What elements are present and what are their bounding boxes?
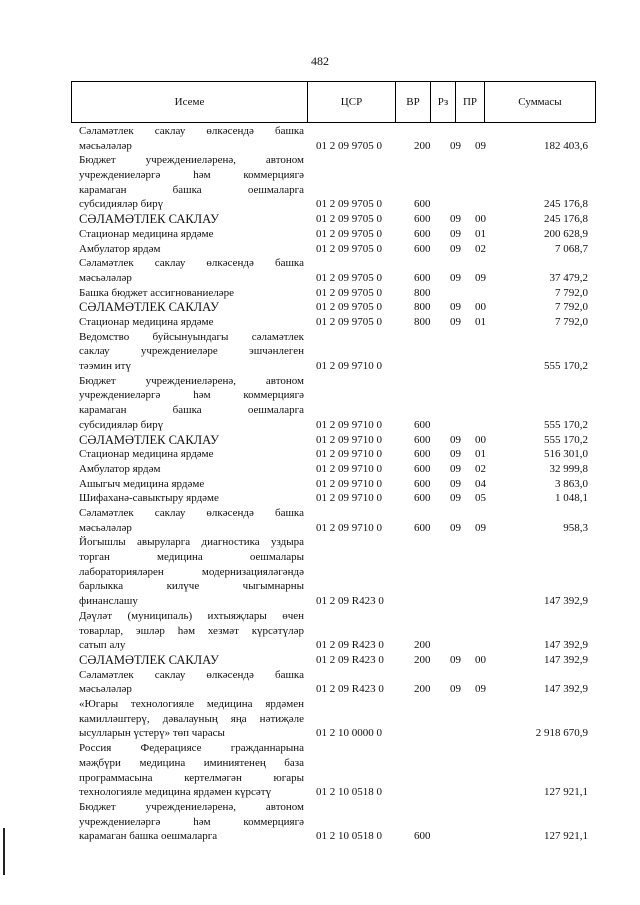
row-pr: 01 bbox=[475, 448, 486, 461]
row-csr: 01 2 09 9710 0 bbox=[316, 477, 382, 490]
row-vr: 800 bbox=[414, 301, 431, 314]
table-row bbox=[0, 212, 640, 227]
header-name: Исеме bbox=[72, 82, 308, 123]
row-rz: 09 bbox=[450, 139, 461, 152]
table-row bbox=[0, 300, 640, 315]
row-pr: 09 bbox=[475, 271, 486, 284]
row-name-line: карамаган башка оешмаларга bbox=[79, 404, 304, 417]
row-name-line: Россия Федерациясе гражданнарына bbox=[79, 742, 304, 755]
row-name bbox=[79, 330, 304, 374]
budget-table-body bbox=[0, 124, 640, 844]
row-name-line: СӘЛАМӘТЛЕК САКЛАУ bbox=[79, 653, 219, 668]
row-name-line: Сәламәтлек саклау өлкәсендә башка bbox=[79, 668, 304, 681]
row-name-line: ысулларын үстерү» төп чарасы bbox=[79, 727, 225, 740]
row-vr: 600 bbox=[414, 492, 431, 505]
table-row bbox=[0, 433, 640, 448]
row-sum: 555 170,2 bbox=[544, 433, 588, 446]
row-csr: 01 2 10 0518 0 bbox=[316, 786, 382, 799]
row-pr: 04 bbox=[475, 477, 486, 490]
row-name-line: технологияле медицина ярдәмен күрсәтү bbox=[79, 786, 272, 799]
row-sum: 32 999,8 bbox=[549, 462, 588, 475]
row-name-line: учреждениеләргә һәм коммерциягә bbox=[79, 169, 304, 182]
row-vr: 600 bbox=[414, 462, 431, 475]
row-sum: 37 479,2 bbox=[549, 271, 588, 284]
row-name-line: Ведомство буйсынуындагы сәламәтлек bbox=[79, 330, 304, 343]
row-name-line: СӘЛАМӘТЛЕК САКЛАУ bbox=[79, 432, 219, 447]
row-vr: 600 bbox=[414, 448, 431, 461]
row-vr: 600 bbox=[414, 198, 431, 211]
row-csr: 01 2 09 9705 0 bbox=[316, 301, 382, 314]
row-name-line: субсидияләр бирү bbox=[79, 198, 164, 211]
row-rz: 09 bbox=[450, 433, 461, 446]
row-name-line: Бюджет учреждениеләренә, автоном bbox=[79, 800, 304, 813]
row-csr: 01 2 09 9705 0 bbox=[316, 286, 382, 299]
row-rz: 09 bbox=[450, 683, 461, 696]
row-name-line: Шифаханә-савыктыру ярдәме bbox=[79, 492, 219, 505]
row-name bbox=[79, 374, 304, 433]
row-csr: 01 2 09 R423 0 bbox=[316, 654, 384, 666]
row-vr: 600 bbox=[414, 242, 431, 255]
table-row bbox=[0, 653, 640, 668]
row-sum: 147 392,9 bbox=[544, 639, 588, 652]
row-csr: 01 2 09 9710 0 bbox=[316, 448, 382, 461]
row-csr: 01 2 10 0518 0 bbox=[316, 830, 382, 843]
row-name bbox=[79, 212, 304, 227]
row-name-line: Амбулатор ярдәм bbox=[79, 462, 161, 475]
row-sum: 200 628,9 bbox=[544, 227, 588, 240]
table-row bbox=[0, 227, 640, 242]
row-rz: 09 bbox=[450, 492, 461, 505]
row-csr: 01 2 09 9705 0 bbox=[316, 227, 382, 240]
row-name-line: мәҗбүри медицина иминиятенең база bbox=[79, 756, 304, 769]
row-vr: 200 bbox=[414, 639, 431, 652]
row-name bbox=[79, 800, 304, 844]
row-vr: 600 bbox=[414, 418, 431, 431]
row-vr: 600 bbox=[414, 477, 431, 490]
row-vr: 600 bbox=[414, 830, 431, 843]
row-csr: 01 2 09 R423 0 bbox=[316, 595, 384, 608]
table-row bbox=[0, 242, 640, 257]
table-row bbox=[0, 535, 640, 609]
row-name bbox=[79, 300, 304, 315]
table-row bbox=[0, 697, 640, 741]
row-csr: 01 2 09 9705 0 bbox=[316, 139, 382, 152]
table-row bbox=[0, 153, 640, 212]
row-vr: 600 bbox=[414, 227, 431, 240]
row-rz: 09 bbox=[450, 227, 461, 240]
row-vr: 600 bbox=[414, 213, 431, 226]
row-pr: 02 bbox=[475, 462, 486, 475]
row-csr: 01 2 09 9705 0 bbox=[316, 198, 382, 211]
row-csr: 01 2 09 9710 0 bbox=[316, 418, 382, 431]
row-name bbox=[79, 697, 304, 741]
row-vr: 200 bbox=[414, 683, 431, 696]
row-name bbox=[79, 653, 304, 668]
row-name-line: Стационар медицина ярдәме bbox=[79, 448, 214, 461]
row-name-line: Дәүләт (муниципаль) ихтыяҗлары өчен bbox=[79, 609, 304, 622]
row-sum: 127 921,1 bbox=[544, 786, 588, 799]
row-pr: 00 bbox=[475, 213, 486, 226]
header-pr: ПР bbox=[456, 82, 485, 123]
header-vr: ВР bbox=[396, 82, 431, 123]
row-pr: 00 bbox=[475, 301, 486, 314]
row-name-line: Сәламәтлек саклау өлкәсендә башка bbox=[79, 257, 304, 270]
row-pr: 09 bbox=[475, 521, 486, 534]
row-name-line: мәсьәләләр bbox=[79, 271, 132, 284]
row-vr: 600 bbox=[414, 271, 431, 284]
row-pr: 09 bbox=[475, 683, 486, 696]
row-sum: 7 792,0 bbox=[555, 286, 588, 299]
row-sum: 7 792,0 bbox=[555, 301, 588, 314]
row-name bbox=[79, 153, 304, 212]
row-name bbox=[79, 256, 304, 285]
row-rz: 09 bbox=[450, 462, 461, 475]
table-row bbox=[0, 477, 640, 492]
row-rz: 09 bbox=[450, 654, 461, 666]
row-sum: 3 863,0 bbox=[555, 477, 588, 490]
row-pr: 05 bbox=[475, 492, 486, 505]
table-row bbox=[0, 315, 640, 330]
row-name bbox=[79, 286, 304, 301]
row-csr: 01 2 10 0000 0 bbox=[316, 727, 382, 740]
row-name-line: карамаган башка оешмаларга bbox=[79, 830, 218, 843]
row-pr: 01 bbox=[475, 227, 486, 240]
header-sum: Суммасы bbox=[485, 82, 596, 123]
row-name bbox=[79, 242, 304, 257]
row-sum: 958,3 bbox=[563, 521, 588, 534]
row-name-line: учреждениеләргә һәм коммерциягә bbox=[79, 389, 304, 402]
row-name-line: барлыкка килүче чыгымнарны bbox=[79, 580, 304, 593]
row-name-line: учреждениеләргә һәм коммерциягә bbox=[79, 815, 304, 828]
row-sum: 7 792,0 bbox=[555, 316, 588, 328]
row-name-line: СӘЛАМӘТЛЕК САКЛАУ bbox=[79, 212, 219, 227]
row-name bbox=[79, 124, 304, 153]
table-row bbox=[0, 124, 640, 153]
row-rz: 09 bbox=[450, 271, 461, 284]
row-sum: 147 392,9 bbox=[544, 683, 588, 696]
row-name-line: карамаган башка оешмаларга bbox=[79, 183, 304, 196]
row-name bbox=[79, 506, 304, 535]
row-name-line: мәсьәләләр bbox=[79, 521, 132, 534]
row-name-line: Амбулатор ярдәм bbox=[79, 242, 161, 255]
table-row bbox=[0, 286, 640, 301]
row-name-line: Стационар медицина ярдәме bbox=[79, 316, 214, 329]
row-name bbox=[79, 447, 304, 462]
table-row bbox=[0, 506, 640, 535]
row-sum: 147 392,9 bbox=[544, 654, 588, 666]
row-rz: 09 bbox=[450, 521, 461, 534]
row-vr: 200 bbox=[414, 654, 431, 666]
row-csr: 01 2 09 9710 0 bbox=[316, 462, 382, 475]
row-csr: 01 2 09 9705 0 bbox=[316, 316, 382, 328]
row-pr: 00 bbox=[475, 433, 486, 446]
row-sum: 182 403,6 bbox=[544, 139, 588, 152]
row-name-line: Бюджет учреждениеләренә, автоном bbox=[79, 374, 304, 387]
row-name-line: Стационар медицина ярдәме bbox=[79, 227, 214, 240]
row-name-line: Башка бюджет ассигнованиеләре bbox=[79, 286, 234, 299]
table-row bbox=[0, 741, 640, 800]
row-sum: 555 170,2 bbox=[544, 360, 588, 373]
row-csr: 01 2 09 9710 0 bbox=[316, 433, 382, 446]
row-name-line: Йогышлы авыруларга диагностика уздыра bbox=[79, 536, 304, 549]
row-sum: 147 392,9 bbox=[544, 595, 588, 608]
table-row bbox=[0, 800, 640, 844]
scan-edge-mark bbox=[3, 828, 5, 875]
row-name-line: камилләштерү, дәвалауның яңа нәтиҗәле bbox=[79, 712, 304, 725]
row-name-line: «Югары технологияле медицина ярдәмен bbox=[79, 698, 304, 711]
table-row bbox=[0, 491, 640, 506]
row-name-line: Сәламәтлек саклау өлкәсендә башка bbox=[79, 507, 304, 520]
row-rz: 09 bbox=[450, 477, 461, 490]
row-pr: 02 bbox=[475, 242, 486, 255]
table-row bbox=[0, 256, 640, 285]
row-rz: 09 bbox=[450, 316, 461, 328]
row-name-line: сатып алу bbox=[79, 639, 126, 652]
row-sum: 2 918 670,9 bbox=[535, 727, 588, 740]
row-sum: 555 170,2 bbox=[544, 418, 588, 431]
row-name bbox=[79, 741, 304, 800]
table-row bbox=[0, 374, 640, 433]
row-name-line: лабораторияләрен модернизацияләгәндә bbox=[79, 565, 304, 578]
row-csr: 01 2 09 R423 0 bbox=[316, 683, 384, 696]
row-sum: 245 176,8 bbox=[544, 213, 588, 226]
table-row bbox=[0, 462, 640, 477]
row-name bbox=[79, 609, 304, 653]
row-name bbox=[79, 477, 304, 492]
row-name bbox=[79, 491, 304, 506]
row-sum: 1 048,1 bbox=[555, 492, 588, 505]
row-pr: 09 bbox=[475, 139, 486, 152]
row-csr: 01 2 09 9705 0 bbox=[316, 213, 382, 226]
table-row bbox=[0, 668, 640, 697]
row-name-line: тәэмин итү bbox=[79, 360, 131, 373]
row-rz: 09 bbox=[450, 301, 461, 314]
row-name-line: саклау учреждениеләре эшчәнлеген bbox=[79, 345, 304, 358]
row-csr: 01 2 09 9710 0 bbox=[316, 360, 382, 373]
row-vr: 600 bbox=[414, 433, 431, 446]
row-csr: 01 2 09 R423 0 bbox=[316, 639, 384, 652]
row-name bbox=[79, 668, 304, 697]
row-name-line: финанслашу bbox=[79, 595, 138, 608]
row-name-line: торган медицина оешмалары bbox=[79, 551, 304, 564]
row-csr: 01 2 09 9705 0 bbox=[316, 242, 382, 255]
header-csr: ЦСР bbox=[308, 82, 396, 123]
row-vr: 600 bbox=[414, 521, 431, 534]
row-name bbox=[79, 535, 304, 608]
table-header bbox=[71, 81, 596, 123]
table-row bbox=[0, 330, 640, 374]
table-row bbox=[0, 609, 640, 653]
row-pr: 00 bbox=[475, 654, 486, 666]
row-name bbox=[79, 433, 304, 448]
row-name bbox=[79, 462, 304, 477]
row-sum: 127 921,1 bbox=[544, 830, 588, 843]
row-vr: 200 bbox=[414, 139, 431, 152]
header-rz: Рз bbox=[431, 82, 456, 123]
row-name-line: Бюджет учреждениеләренә, автоном bbox=[79, 154, 304, 167]
row-pr: 01 bbox=[475, 316, 486, 328]
row-name-line: товарлар, эшләр һәм хезмәт күрсәтүләр bbox=[79, 624, 304, 637]
row-name-line: мәсьәләләр bbox=[79, 683, 132, 696]
row-name-line: Сәламәтлек саклау өлкәсендә башка bbox=[79, 125, 304, 137]
page-number: 482 bbox=[311, 54, 329, 68]
row-name bbox=[79, 227, 304, 242]
row-sum: 245 176,8 bbox=[544, 198, 588, 211]
row-sum: 7 068,7 bbox=[555, 242, 588, 255]
row-name bbox=[79, 315, 304, 330]
row-csr: 01 2 09 9710 0 bbox=[316, 521, 382, 534]
row-csr: 01 2 09 9705 0 bbox=[316, 271, 382, 284]
table-row bbox=[0, 447, 640, 462]
row-rz: 09 bbox=[450, 213, 461, 226]
row-sum: 516 301,0 bbox=[544, 448, 588, 461]
row-vr: 800 bbox=[414, 286, 431, 299]
row-vr: 800 bbox=[414, 316, 431, 328]
row-name-line: субсидияләр бирү bbox=[79, 418, 164, 431]
row-rz: 09 bbox=[450, 448, 461, 461]
row-name-line: программасына кертелмәгән югары bbox=[79, 771, 304, 784]
row-csr: 01 2 09 9710 0 bbox=[316, 492, 382, 505]
row-rz: 09 bbox=[450, 242, 461, 255]
row-name-line: СӘЛАМӘТЛЕК САКЛАУ bbox=[79, 300, 219, 315]
row-name-line: Ашыгыч медицина ярдәме bbox=[79, 477, 205, 490]
row-name-line: мәсьәләләр bbox=[79, 139, 132, 152]
